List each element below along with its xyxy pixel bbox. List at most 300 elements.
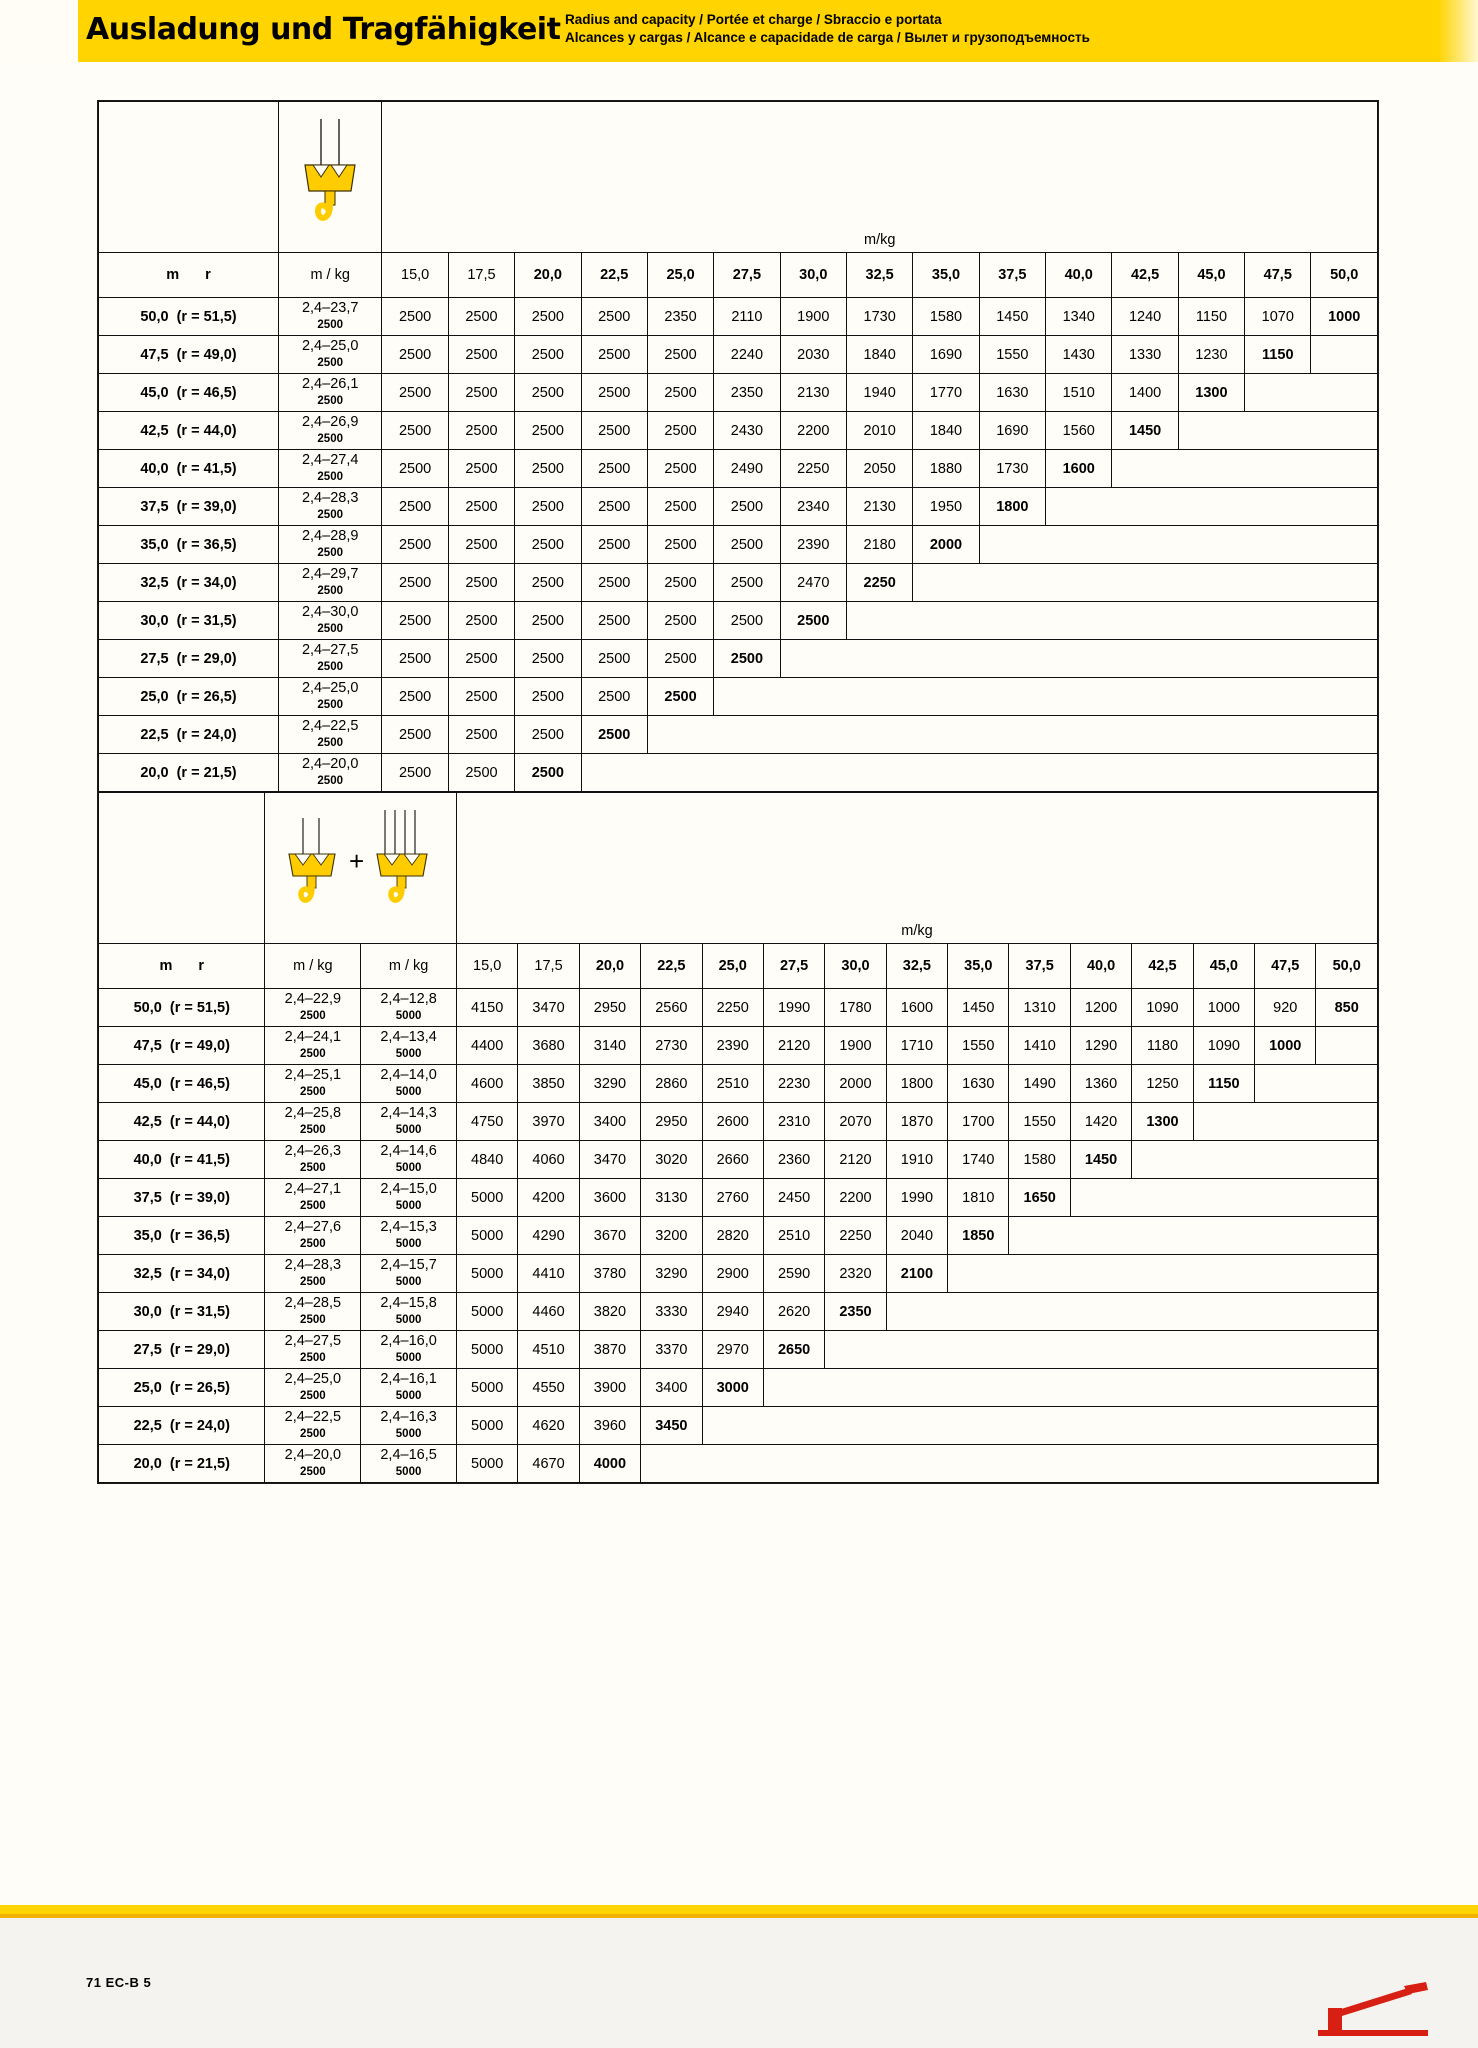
empty-cells <box>886 1293 1377 1331</box>
mkg-unit-cell <box>382 102 1378 253</box>
capacity-cell: 3820 <box>579 1293 640 1331</box>
capacity-cell: 1420 <box>1070 1103 1131 1141</box>
capacity-cell: 1550 <box>948 1027 1009 1065</box>
capacity-cell: 4200 <box>518 1179 579 1217</box>
header-m-label: m <box>159 958 173 974</box>
capacity-cell: 3450 <box>641 1407 702 1445</box>
capacity-cell: 2500 <box>515 526 581 564</box>
capacity-cell: 2500 <box>647 602 713 640</box>
header-right-fade <box>1438 0 1478 62</box>
row-mkg-2: 2,4–15,8 5000 <box>361 1293 457 1331</box>
capacity-cell: 1430 <box>1046 336 1112 374</box>
capacity-cell: 2500 <box>515 450 581 488</box>
capacity-cell: 2500 <box>714 526 780 564</box>
table-row <box>99 1065 1378 1103</box>
column-header-37-5: 37,5 <box>1009 944 1070 989</box>
capacity-cell: 2500 <box>581 716 647 754</box>
empty-cells <box>948 1255 1378 1293</box>
empty-cells <box>1255 1065 1378 1103</box>
row-mkg-1: 2,4–28,3 2500 <box>278 488 381 526</box>
row-r-value: (r = 21,5) <box>176 764 237 781</box>
column-header-row <box>99 253 1378 298</box>
table-row <box>99 526 1378 564</box>
header-m-r <box>99 944 265 989</box>
row-r-value: (r = 44,0) <box>176 422 237 439</box>
capacity-cell: 2500 <box>515 716 581 754</box>
empty-cells <box>1046 488 1378 526</box>
capacity-cell: 1340 <box>1046 298 1112 336</box>
column-header-42-5: 42,5 <box>1112 253 1178 298</box>
row-mkg-2: 2,4–16,0 5000 <box>361 1331 457 1369</box>
capacity-cell: 1360 <box>1070 1065 1131 1103</box>
capacity-cell: 2950 <box>579 989 640 1027</box>
page-header <box>0 0 1478 62</box>
row-mkg-1: 2,4–20,0 2500 <box>265 1445 361 1483</box>
capacity-cell: 2350 <box>825 1293 886 1331</box>
capacity-table-2 <box>98 792 1378 1483</box>
empty-cells <box>1245 374 1378 412</box>
row-radius: 35,0 (r = 36,5) <box>99 526 279 564</box>
row-mkg-2: 2,4–14,0 5000 <box>361 1065 457 1103</box>
capacity-cell: 3200 <box>641 1217 702 1255</box>
capacity-cell: 3470 <box>579 1141 640 1179</box>
row-mkg-2: 2,4–12,8 5000 <box>361 989 457 1027</box>
table-row <box>99 754 1378 792</box>
capacity-cell: 2500 <box>448 336 514 374</box>
capacity-cell: 2620 <box>763 1293 824 1331</box>
capacity-cell: 2950 <box>641 1103 702 1141</box>
capacity-cell: 3960 <box>579 1407 640 1445</box>
capacity-cell: 1560 <box>1046 412 1112 450</box>
row-r-value: (r = 24,0) <box>176 726 237 743</box>
row-mkg-1: 2,4–29,7 2500 <box>278 564 381 602</box>
capacity-cell: 920 <box>1255 989 1316 1027</box>
capacity-cell: 1710 <box>886 1027 947 1065</box>
row-mkg-1: 2,4–25,0 2500 <box>265 1369 361 1407</box>
capacity-cell: 2940 <box>702 1293 763 1331</box>
row-mkg-1: 2,4–22,5 2500 <box>265 1407 361 1445</box>
capacity-cell: 2000 <box>913 526 979 564</box>
capacity-cell: 2350 <box>714 374 780 412</box>
capacity-cell: 3330 <box>641 1293 702 1331</box>
capacity-cell: 4620 <box>518 1407 579 1445</box>
row-mkg-1: 2,4–20,0 2500 <box>278 754 381 792</box>
capacity-cell: 5000 <box>456 1179 517 1217</box>
svg-text:+: + <box>348 846 364 876</box>
row-radius: 30,0 (r = 31,5) <box>99 1293 265 1331</box>
column-header-27-5: 27,5 <box>714 253 780 298</box>
capacity-cell: 2360 <box>763 1141 824 1179</box>
row-radius: 50,0 (r = 51,5) <box>99 298 279 336</box>
row-radius: 47,5 (r = 49,0) <box>99 1027 265 1065</box>
column-header-32-5: 32,5 <box>886 944 947 989</box>
double-hook-icon <box>281 808 441 928</box>
capacity-cell: 1000 <box>1255 1027 1316 1065</box>
row-mkg-1: 2,4–26,9 2500 <box>278 412 381 450</box>
capacity-cell: 2500 <box>448 450 514 488</box>
empty-cells <box>780 640 1377 678</box>
empty-cells <box>581 754 1377 792</box>
column-header-47-5: 47,5 <box>1255 944 1316 989</box>
capacity-cell: 2250 <box>825 1217 886 1255</box>
capacity-cell: 1090 <box>1132 989 1193 1027</box>
capacity-cell: 2000 <box>825 1065 886 1103</box>
crane-logo-icon <box>1308 1978 1438 2038</box>
row-r-value: (r = 39,0) <box>169 1189 230 1206</box>
capacity-cell: 1240 <box>1112 298 1178 336</box>
capacity-cell: 2500 <box>647 374 713 412</box>
capacity-cell: 5000 <box>456 1407 517 1445</box>
row-radius: 25,0 (r = 26,5) <box>99 678 279 716</box>
row-mkg-1: 2,4–25,1 2500 <box>265 1065 361 1103</box>
capacity-cell: 1450 <box>1070 1141 1131 1179</box>
row-r-value: (r = 46,5) <box>169 1075 230 1092</box>
capacity-cell: 3400 <box>579 1103 640 1141</box>
empty-cells <box>641 1445 1378 1483</box>
capacity-cell: 850 <box>1316 989 1378 1027</box>
column-header-40-0: 40,0 <box>1046 253 1112 298</box>
capacity-cell: 1490 <box>1009 1065 1070 1103</box>
capacity-cell: 5000 <box>456 1445 517 1483</box>
row-radius: 20,0 (r = 21,5) <box>99 754 279 792</box>
capacity-cell: 1730 <box>979 450 1045 488</box>
empty-cells <box>1311 336 1378 374</box>
capacity-cell: 1700 <box>948 1103 1009 1141</box>
capacity-cell: 2500 <box>515 488 581 526</box>
capacity-cell: 4460 <box>518 1293 579 1331</box>
column-header-25-0: 25,0 <box>702 944 763 989</box>
capacity-cell: 2230 <box>763 1065 824 1103</box>
capacity-cell: 3900 <box>579 1369 640 1407</box>
capacity-cell: 3680 <box>518 1027 579 1065</box>
row-mkg-2: 2,4–14,6 5000 <box>361 1141 457 1179</box>
row-mkg-2: 2,4–16,1 5000 <box>361 1369 457 1407</box>
capacity-cell: 2500 <box>581 526 647 564</box>
capacity-cell: 1150 <box>1178 298 1244 336</box>
capacity-cell: 2500 <box>647 450 713 488</box>
capacity-cell: 2240 <box>714 336 780 374</box>
column-header-50-0: 50,0 <box>1311 253 1378 298</box>
row-radius: 32,5 (r = 34,0) <box>99 1255 265 1293</box>
capacity-cell: 2500 <box>382 678 448 716</box>
row-mkg-1: 2,4–23,7 2500 <box>278 298 381 336</box>
capacity-cell: 2500 <box>647 564 713 602</box>
header-r-label: r <box>205 267 211 283</box>
capacity-cell: 1600 <box>1046 450 1112 488</box>
capacity-cell: 2500 <box>382 374 448 412</box>
row-mkg-1: 2,4–22,9 2500 <box>265 989 361 1027</box>
capacity-cell: 4840 <box>456 1141 517 1179</box>
table-top-band <box>99 102 1378 253</box>
single-hook-icon <box>295 117 365 237</box>
empty-cells <box>1178 412 1377 450</box>
row-radius: 22,5 (r = 24,0) <box>99 716 279 754</box>
capacity-cell: 1770 <box>913 374 979 412</box>
capacity-cell: 2970 <box>702 1331 763 1369</box>
row-mkg-2: 2,4–14,3 5000 <box>361 1103 457 1141</box>
capacity-cell: 2250 <box>702 989 763 1027</box>
capacity-cell: 2110 <box>714 298 780 336</box>
capacity-cell: 1400 <box>1112 374 1178 412</box>
capacity-cell: 3290 <box>641 1255 702 1293</box>
column-header-40-0: 40,0 <box>1070 944 1131 989</box>
row-radius: 37,5 (r = 39,0) <box>99 1179 265 1217</box>
capacity-cell: 2500 <box>714 564 780 602</box>
row-radius: 37,5 (r = 39,0) <box>99 488 279 526</box>
column-header-20-0: 20,0 <box>579 944 640 989</box>
mkg-unit-label: m/kg <box>864 232 896 248</box>
row-radius: 50,0 (r = 51,5) <box>99 989 265 1027</box>
row-mkg-2: 2,4–16,3 5000 <box>361 1407 457 1445</box>
row-r-value: (r = 36,5) <box>169 1227 230 1244</box>
capacity-cell: 2500 <box>382 412 448 450</box>
capacity-tables <box>97 100 1379 1484</box>
empty-cells <box>702 1407 1377 1445</box>
capacity-cell: 4150 <box>456 989 517 1027</box>
capacity-cell: 2500 <box>581 298 647 336</box>
header-subtitle-line2: Alcances y cargas / Alcance e capacidade de carga / Вылет и грузоподъемность <box>565 30 1090 45</box>
capacity-cell: 1940 <box>846 374 912 412</box>
capacity-cell: 3020 <box>641 1141 702 1179</box>
capacity-cell: 2350 <box>647 298 713 336</box>
capacity-cell: 2470 <box>780 564 846 602</box>
capacity-cell: 2500 <box>714 488 780 526</box>
capacity-cell: 2500 <box>647 678 713 716</box>
capacity-cell: 1150 <box>1193 1065 1254 1103</box>
capacity-cell: 2010 <box>846 412 912 450</box>
table-row <box>99 450 1378 488</box>
capacity-cell: 2500 <box>448 488 514 526</box>
page-title: Ausladung und Tragfähigkeit <box>86 12 561 47</box>
capacity-cell: 1800 <box>886 1065 947 1103</box>
capacity-cell: 2030 <box>780 336 846 374</box>
capacity-cell: 2500 <box>581 374 647 412</box>
column-header-42-5: 42,5 <box>1132 944 1193 989</box>
row-radius: 22,5 (r = 24,0) <box>99 1407 265 1445</box>
capacity-cell: 2500 <box>581 336 647 374</box>
header-mkg-label-2: m / kg <box>361 944 457 989</box>
capacity-cell: 2500 <box>515 564 581 602</box>
row-mkg-2: 2,4–15,3 5000 <box>361 1217 457 1255</box>
table-row <box>99 488 1378 526</box>
column-header-22-5: 22,5 <box>641 944 702 989</box>
capacity-cell: 2320 <box>825 1255 886 1293</box>
capacity-cell: 1850 <box>948 1217 1009 1255</box>
column-header-45-0: 45,0 <box>1178 253 1244 298</box>
header-m-label: m <box>166 267 180 283</box>
capacity-cell: 2500 <box>581 640 647 678</box>
table-row <box>99 1179 1378 1217</box>
capacity-cell: 3290 <box>579 1065 640 1103</box>
capacity-cell: 2600 <box>702 1103 763 1141</box>
row-mkg-1: 2,4–27,6 2500 <box>265 1217 361 1255</box>
capacity-cell: 2500 <box>647 488 713 526</box>
capacity-cell: 2500 <box>382 716 448 754</box>
table-row <box>99 716 1378 754</box>
capacity-cell: 2500 <box>448 412 514 450</box>
capacity-cell: 1230 <box>1178 336 1244 374</box>
table-row <box>99 678 1378 716</box>
capacity-cell: 2040 <box>886 1217 947 1255</box>
row-mkg-1: 2,4–28,3 2500 <box>265 1255 361 1293</box>
capacity-cell: 2500 <box>515 412 581 450</box>
header-mkg-label-1: m / kg <box>265 944 361 989</box>
table-row <box>99 412 1378 450</box>
table-row <box>99 298 1378 336</box>
capacity-cell: 2500 <box>448 526 514 564</box>
capacity-cell: 2860 <box>641 1065 702 1103</box>
table-row <box>99 602 1378 640</box>
capacity-cell: 2500 <box>581 564 647 602</box>
header-r-label: r <box>198 958 205 974</box>
capacity-cell: 2500 <box>448 564 514 602</box>
capacity-cell: 1870 <box>886 1103 947 1141</box>
empty-cells <box>714 678 1378 716</box>
row-mkg-1: 2,4–26,3 2500 <box>265 1141 361 1179</box>
capacity-table-1 <box>98 101 1378 792</box>
capacity-cell: 1630 <box>948 1065 1009 1103</box>
capacity-cell: 2510 <box>763 1217 824 1255</box>
capacity-cell: 2500 <box>581 450 647 488</box>
capacity-cell: 3970 <box>518 1103 579 1141</box>
column-header-37-5: 37,5 <box>979 253 1045 298</box>
row-r-value: (r = 49,0) <box>176 346 237 363</box>
capacity-cell: 2490 <box>714 450 780 488</box>
capacity-cell: 3780 <box>579 1255 640 1293</box>
capacity-cell: 2500 <box>448 298 514 336</box>
row-mkg-2: 2,4–16,5 5000 <box>361 1445 457 1483</box>
capacity-cell: 1630 <box>979 374 1045 412</box>
capacity-cell: 1300 <box>1178 374 1244 412</box>
capacity-cell: 2200 <box>825 1179 886 1217</box>
capacity-cell: 1450 <box>948 989 1009 1027</box>
row-r-value: (r = 34,0) <box>176 574 237 591</box>
capacity-cell: 4750 <box>456 1103 517 1141</box>
capacity-cell: 1290 <box>1070 1027 1131 1065</box>
capacity-cell: 2200 <box>780 412 846 450</box>
capacity-cell: 2450 <box>763 1179 824 1217</box>
capacity-cell: 2340 <box>780 488 846 526</box>
column-header-30-0: 30,0 <box>780 253 846 298</box>
table-row <box>99 374 1378 412</box>
capacity-cell: 1510 <box>1046 374 1112 412</box>
row-r-value: (r = 41,5) <box>169 1151 230 1168</box>
capacity-cell: 5000 <box>456 1331 517 1369</box>
table-row <box>99 1141 1378 1179</box>
capacity-cell: 2500 <box>714 602 780 640</box>
row-r-value: (r = 26,5) <box>169 1379 230 1396</box>
row-r-value: (r = 31,5) <box>176 612 237 629</box>
row-mkg-1: 2,4–25,0 2500 <box>278 678 381 716</box>
capacity-cell: 2500 <box>382 602 448 640</box>
row-r-value: (r = 49,0) <box>169 1037 230 1054</box>
row-r-value: (r = 26,5) <box>176 688 237 705</box>
capacity-cell: 2590 <box>763 1255 824 1293</box>
capacity-cell: 2100 <box>886 1255 947 1293</box>
top-left-empty <box>99 793 265 944</box>
row-mkg-1: 2,4–27,5 2500 <box>278 640 381 678</box>
row-radius: 30,0 (r = 31,5) <box>99 602 279 640</box>
capacity-cell: 1090 <box>1193 1027 1254 1065</box>
capacity-cell: 5000 <box>456 1293 517 1331</box>
capacity-cell: 2500 <box>382 298 448 336</box>
capacity-cell: 1810 <box>948 1179 1009 1217</box>
row-mkg-1: 2,4–27,1 2500 <box>265 1179 361 1217</box>
column-header-47-5: 47,5 <box>1245 253 1311 298</box>
table-top-band <box>99 793 1378 944</box>
row-radius: 27,5 (r = 29,0) <box>99 640 279 678</box>
footer-bar-shadow <box>0 1914 1478 1918</box>
capacity-cell: 1800 <box>979 488 1045 526</box>
capacity-cell: 3470 <box>518 989 579 1027</box>
table-row <box>99 1445 1378 1483</box>
capacity-cell: 2500 <box>647 526 713 564</box>
capacity-cell: 1740 <box>948 1141 1009 1179</box>
capacity-cell: 4600 <box>456 1065 517 1103</box>
capacity-cell: 2900 <box>702 1255 763 1293</box>
row-radius: 32,5 (r = 34,0) <box>99 564 279 602</box>
footer-bar <box>0 1905 1478 1914</box>
row-mkg-1: 2,4–28,9 2500 <box>278 526 381 564</box>
capacity-cell: 1000 <box>1193 989 1254 1027</box>
capacity-cell: 2070 <box>825 1103 886 1141</box>
row-radius: 40,0 (r = 41,5) <box>99 450 279 488</box>
empty-cells <box>647 716 1377 754</box>
capacity-cell: 2730 <box>641 1027 702 1065</box>
capacity-cell: 1900 <box>825 1027 886 1065</box>
table-row <box>99 989 1378 1027</box>
table-row <box>99 1103 1378 1141</box>
capacity-cell: 1900 <box>780 298 846 336</box>
capacity-cell: 4290 <box>518 1217 579 1255</box>
capacity-cell: 1150 <box>1245 336 1311 374</box>
capacity-cell: 2500 <box>647 640 713 678</box>
table-row <box>99 1369 1378 1407</box>
capacity-cell: 2130 <box>846 488 912 526</box>
capacity-cell: 1180 <box>1132 1027 1193 1065</box>
column-header-22-5: 22,5 <box>581 253 647 298</box>
capacity-cell: 1330 <box>1112 336 1178 374</box>
capacity-cell: 2250 <box>846 564 912 602</box>
header-mkg-label-1: m / kg <box>278 253 381 298</box>
capacity-cell: 2500 <box>515 298 581 336</box>
capacity-cell: 4410 <box>518 1255 579 1293</box>
capacity-cell: 2500 <box>382 488 448 526</box>
capacity-cell: 4400 <box>456 1027 517 1065</box>
row-radius: 45,0 (r = 46,5) <box>99 374 279 412</box>
capacity-cell: 2120 <box>763 1027 824 1065</box>
column-header-15-0: 15,0 <box>456 944 517 989</box>
capacity-cell: 2500 <box>581 602 647 640</box>
capacity-cell: 1690 <box>913 336 979 374</box>
table-row <box>99 1331 1378 1369</box>
capacity-cell: 1990 <box>763 989 824 1027</box>
hook-diagram-cell <box>265 793 456 944</box>
header-subtitle-line1: Radius and capacity / Portée et charge / Sbraccio e portata <box>565 12 942 27</box>
row-mkg-1: 2,4–27,5 2500 <box>265 1331 361 1369</box>
capacity-cell: 1410 <box>1009 1027 1070 1065</box>
row-mkg-2: 2,4–15,7 5000 <box>361 1255 457 1293</box>
capacity-cell: 2500 <box>448 640 514 678</box>
capacity-cell: 3600 <box>579 1179 640 1217</box>
mkg-unit-cell <box>456 793 1377 944</box>
capacity-cell: 2500 <box>581 488 647 526</box>
capacity-cell: 2760 <box>702 1179 763 1217</box>
row-r-value: (r = 36,5) <box>176 536 237 553</box>
empty-cells <box>1070 1179 1377 1217</box>
row-radius: 20,0 (r = 21,5) <box>99 1445 265 1483</box>
capacity-cell: 2500 <box>448 374 514 412</box>
